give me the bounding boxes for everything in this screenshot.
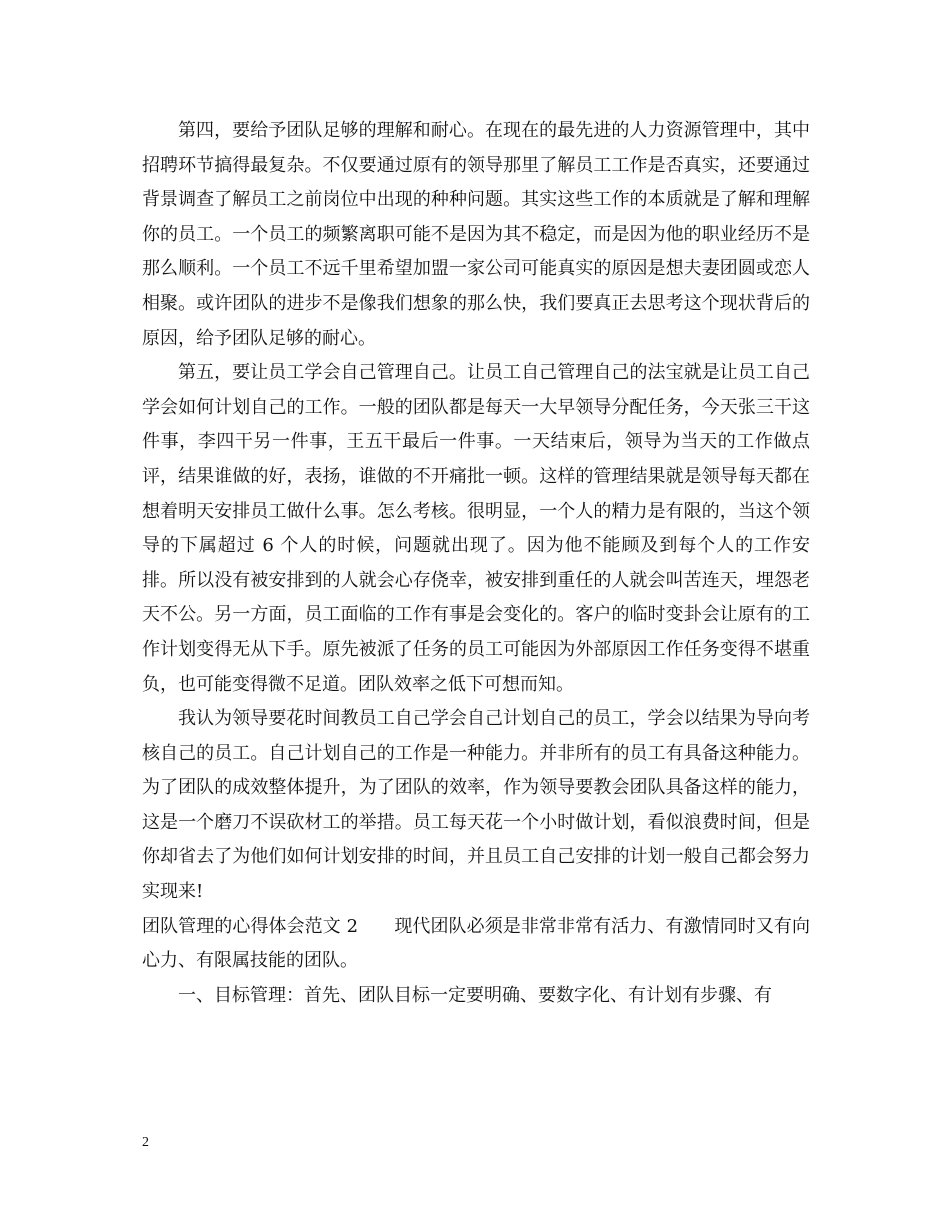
- paragraph-1: 第四，要给予团队足够的理解和耐心。在现在的最先进的人力资源管理中，其中招聘环节搞得最复杂。不仅要通过原有的领导那里了解员工工作是否真实，还要通过背景调查了解员工之前岗位中出现的种种问题。其实这些工作的本质就是了解和理解你的员工。一个员工的频繁离职可能不是因为其不稳定，而是因为他的职业经历不是那么顺利。一个员工不远千里希望加盟一家公司可能真实的原因是想夫妻团圆或恋人相聚。或许团队的进步不是像我们想象的那么快，我们要真正去思考这个现状背后的原因，给予团队足够的耐心。: [142, 120, 810, 349]
- paragraph-5: 一、目标管理：首先、团队目标一定要明确、要数字化、有计划有步骤、有: [178, 984, 772, 1006]
- paragraph-3: 我认为领导要花时间教员工自己学会自己计划自己的员工，学会以结果为导向考核自己的员工。自己计划自己的工作是一种能力。并非所有的员工有具备这种能力。为了团队的成效整体提升，为了团队的效率，作为领导要教会团队具备这样的能力，这是一个磨刀不误砍材工的举措。员工每天花一个小时做计划，看似浪费时间，但是你却省去了为他们如何计划安排的时间，并且员工自己安排的计划一般自己都会努力实现来!: [142, 708, 810, 903]
- paragraph-2: 第五，要让员工学会自己管理自己。让员工自己管理自己的法宝就是让员工自己学会如何计划自己的工作。一般的团队都是每天一大早领导分配任务，今天张三干这件事，李四干另一件事，王五干最后一件事。一天结束后，领导为当天的工作做点评，结果谁做的好，表扬，谁做的不开痛批一顿。这样的管理结果就是领导每天都在想着明天安排员工做什么事。怎么考核。很明显，一个人的精力是有限的，当这个领导的下属超过 6 个人的时候，问题就出现了。因为他不能顾及到每个人的工作安排。所以没有被安排到的人就会心存侥幸，被安排到重任的人就会叫苦连天，埋怨老天不公。另一方面，员工面临的工作有事是会变化的。客户的临时变卦会让原有的工作计划变得无从下手。原先被派了任务的员工可能因为外部原因工作任务变得不堪重负，也可能变得微不足道。团队效率之低下可想而知。: [142, 362, 810, 695]
- document-body: [142, 114, 810, 1013]
- paragraph-4-section-heading: 团队管理的心得体会范文 2 现代团队必须是非常非常有活力、有激情同时又有向心力、有限属技能的团队。: [142, 915, 810, 972]
- page-number: 2: [142, 1135, 149, 1150]
